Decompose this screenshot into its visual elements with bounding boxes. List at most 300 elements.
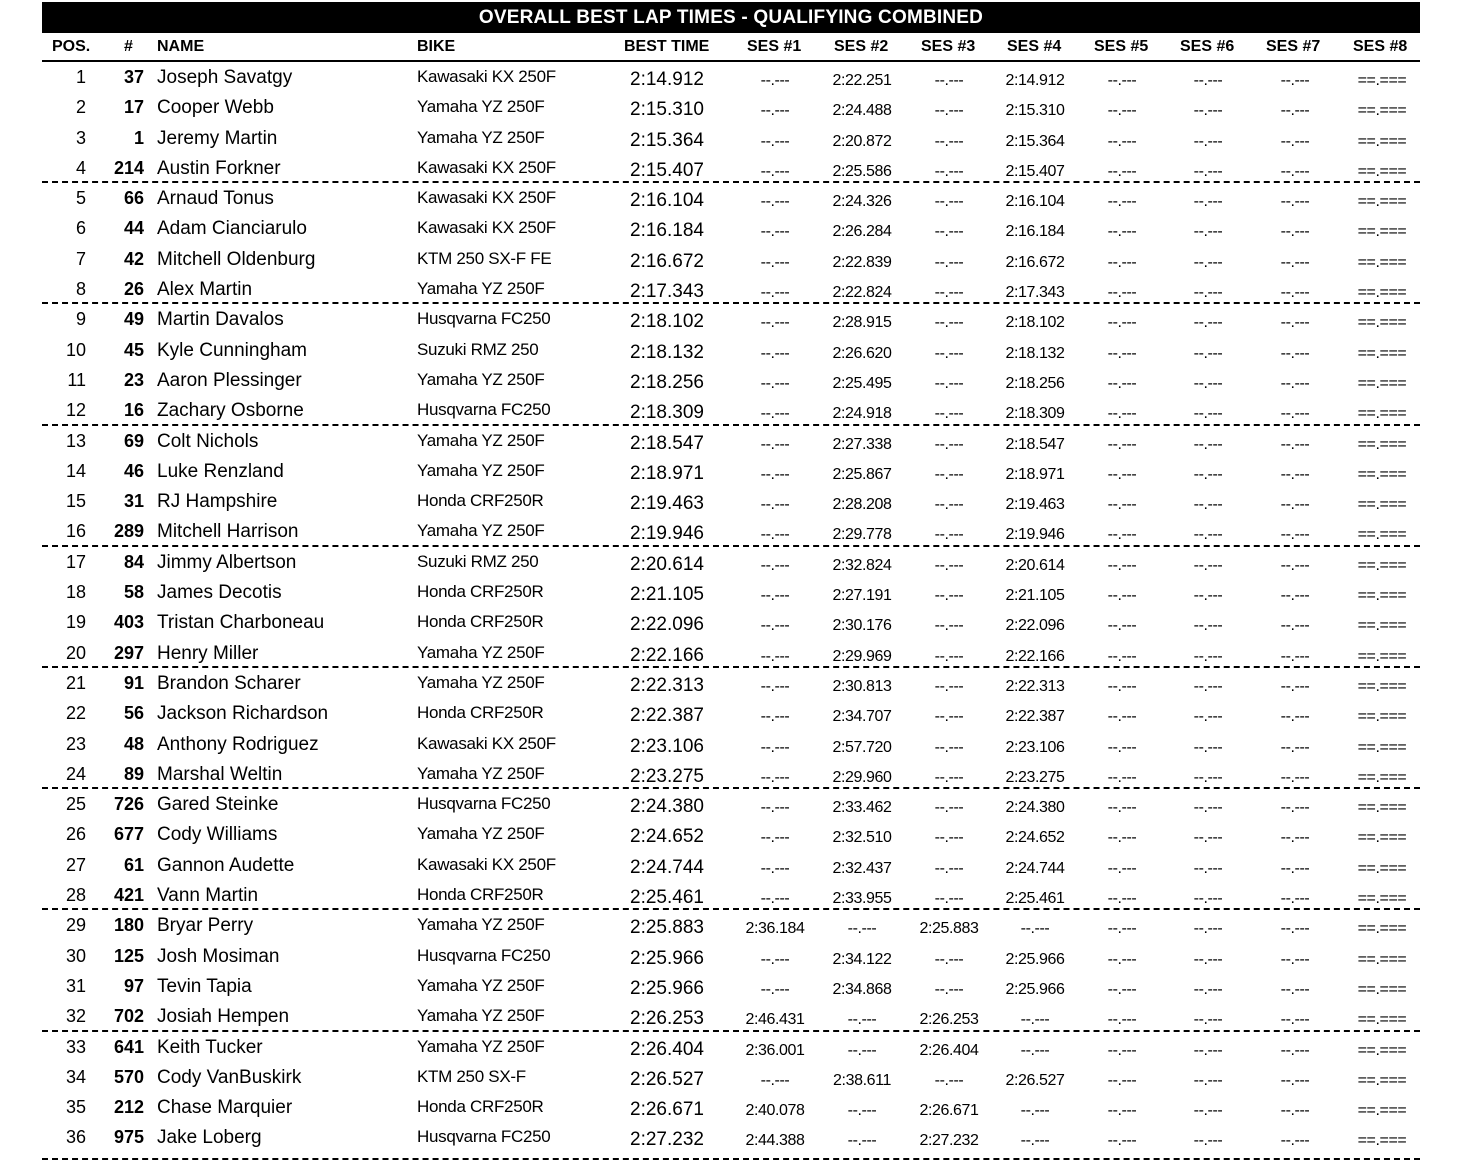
bike-model: Yamaha YZ 250F [417, 279, 545, 299]
session-7-time: --.--- [1280, 738, 1310, 756]
best-time: 2:16.104 [630, 190, 704, 212]
session-2-time: 2:26.620 [832, 344, 892, 362]
session-3-time: --.--- [934, 980, 964, 998]
session-1-time: --.--- [760, 162, 790, 180]
session-8-time: ==.=== [1357, 374, 1407, 392]
session-2-time: 2:33.462 [832, 799, 892, 817]
rider-number: 66 [123, 188, 144, 209]
session-8-time: ==.=== [1357, 102, 1407, 120]
row-position: 21 [65, 672, 86, 693]
rider-number: 58 [123, 582, 144, 603]
session-1-time: --.--- [760, 465, 790, 483]
session-1-time: 2:46.431 [745, 1011, 805, 1029]
session-7-time: --.--- [1280, 950, 1310, 968]
bike-model: Yamaha YZ 250F [417, 521, 545, 541]
best-time: 2:25.966 [630, 977, 704, 999]
session-6-time: --.--- [1193, 859, 1223, 877]
rider-number: 1 [133, 127, 144, 148]
session-5-time: --.--- [1107, 890, 1137, 908]
best-time: 2:24.652 [630, 826, 704, 848]
session-6-time: --.--- [1193, 102, 1223, 120]
table-row [42, 62, 1420, 92]
session-6-time: --.--- [1193, 708, 1223, 726]
session-4-time: --.--- [1020, 1041, 1050, 1059]
bike-model: Suzuki RMZ 250 [417, 339, 539, 359]
rider-number: 23 [123, 369, 144, 390]
bike-model: Husqvarna FC250 [417, 794, 551, 814]
header-bike: BIKE [417, 38, 456, 55]
row-position: 32 [65, 1006, 86, 1027]
session-6-time: --.--- [1193, 435, 1223, 453]
session-6-time: --.--- [1193, 253, 1223, 271]
header-ses-7: SES #7 [1266, 38, 1321, 55]
bike-model: Yamaha YZ 250F [417, 460, 545, 480]
table-row [42, 213, 1420, 243]
rider-number: 91 [123, 672, 144, 693]
rider-name: Luke Renzland [157, 460, 284, 482]
session-5-time: --.--- [1107, 859, 1137, 877]
session-3-time: --.--- [934, 859, 964, 877]
best-time: 2:18.309 [630, 402, 704, 424]
session-5-time: --.--- [1107, 193, 1137, 211]
best-time: 2:23.275 [630, 765, 704, 787]
table-row [42, 668, 1420, 698]
rider-number: 677 [113, 824, 144, 845]
row-position: 29 [65, 915, 86, 936]
row-position: 8 [75, 279, 86, 300]
rider-number: 49 [123, 309, 144, 330]
session-2-time: 2:38.611 [833, 1071, 891, 1089]
best-time: 2:15.310 [630, 99, 704, 121]
session-3-time: 2:27.232 [919, 1132, 979, 1150]
session-6-time: --.--- [1193, 284, 1223, 302]
session-3-time: --.--- [934, 162, 964, 180]
session-3-time: --.--- [934, 829, 964, 847]
bike-model: Husqvarna FC250 [417, 945, 551, 965]
rider-name: Zachary Osborne [157, 400, 304, 422]
session-4-time: 2:18.309 [1005, 405, 1065, 423]
rider-name: Adam Cianciarulo [157, 218, 307, 240]
rider-name: Mitchell Harrison [157, 521, 299, 543]
session-8-time: ==.=== [1357, 496, 1407, 514]
session-3-time: --.--- [934, 102, 964, 120]
session-3-time: --.--- [934, 405, 964, 423]
session-5-time: --.--- [1107, 314, 1137, 332]
session-4-time: 2:19.463 [1005, 496, 1065, 514]
session-4-time: 2:16.104 [1005, 193, 1065, 211]
session-3-time: --.--- [934, 617, 964, 635]
row-position: 2 [75, 97, 86, 118]
header-ses-2: SES #2 [834, 38, 889, 55]
bike-model: KTM 250 SX-F FE [417, 248, 552, 268]
results-sheet [42, 2, 1420, 1153]
session-7-time: --.--- [1280, 617, 1310, 635]
session-3-time: 2:26.671 [919, 1102, 979, 1120]
session-8-time: ==.=== [1357, 768, 1407, 786]
session-3-time: --.--- [934, 1071, 964, 1089]
best-time: 2:20.614 [630, 553, 704, 575]
row-position: 17 [65, 551, 86, 572]
session-8-time: ==.=== [1357, 647, 1407, 665]
table-row [42, 426, 1420, 456]
best-time: 2:25.461 [630, 887, 704, 909]
session-1-time: --.--- [760, 223, 790, 241]
session-4-time: --.--- [1020, 1132, 1050, 1150]
bike-model: Yamaha YZ 250F [417, 430, 545, 450]
rider-number: 297 [113, 642, 144, 663]
session-2-time: 2:29.778 [832, 526, 892, 544]
rider-name: Martin Davalos [157, 309, 284, 331]
session-1-time: --.--- [760, 617, 790, 635]
session-4-time: 2:18.547 [1005, 435, 1065, 453]
session-8-time: ==.=== [1357, 132, 1407, 150]
rider-name: Vann Martin [157, 885, 259, 907]
session-4-time: 2:25.966 [1005, 950, 1065, 968]
row-position: 31 [65, 975, 86, 996]
session-8-time: ==.=== [1357, 526, 1407, 544]
session-2-time: --.--- [847, 920, 877, 938]
session-8-time: ==.=== [1357, 223, 1407, 241]
session-1-time: --.--- [760, 193, 790, 211]
session-7-time: --.--- [1280, 223, 1310, 241]
session-1-time: --.--- [760, 708, 790, 726]
row-position: 24 [65, 763, 86, 784]
rider-name: Austin Forkner [157, 157, 281, 179]
session-5-time: --.--- [1107, 799, 1137, 817]
session-4-time: 2:24.744 [1005, 859, 1065, 877]
table-row [42, 92, 1420, 122]
best-time: 2:16.672 [630, 250, 704, 272]
session-2-time: 2:27.338 [832, 435, 892, 453]
session-6-time: --.--- [1193, 647, 1223, 665]
bike-model: Yamaha YZ 250F [417, 672, 545, 692]
session-3-time: 2:25.883 [919, 920, 979, 938]
session-1-time: --.--- [760, 284, 790, 302]
session-3-time: --.--- [934, 647, 964, 665]
bike-model: Yamaha YZ 250F [417, 642, 545, 662]
best-time: 2:21.105 [630, 584, 704, 606]
session-5-time: --.--- [1107, 920, 1137, 938]
session-4-time: 2:26.527 [1005, 1071, 1065, 1089]
session-6-time: --.--- [1193, 829, 1223, 847]
row-position: 13 [65, 430, 86, 451]
rider-name: Cody Williams [157, 824, 278, 846]
session-4-time: 2:21.105 [1005, 587, 1065, 605]
session-7-time: --.--- [1280, 102, 1310, 120]
rider-number: 89 [123, 763, 144, 784]
session-6-time: --.--- [1193, 677, 1223, 695]
bike-model: Honda CRF250R [417, 885, 544, 905]
session-7-time: --.--- [1280, 920, 1310, 938]
bike-model: Honda CRF250R [417, 703, 544, 723]
session-7-time: --.--- [1280, 556, 1310, 574]
bike-model: Suzuki RMZ 250 [417, 551, 539, 571]
session-7-time: --.--- [1280, 465, 1310, 483]
session-6-time: --.--- [1193, 132, 1223, 150]
rider-name: Jake Loberg [157, 1127, 262, 1149]
rider-name: Keith Tucker [157, 1036, 263, 1058]
session-1-time: 2:40.078 [745, 1102, 805, 1120]
rider-name: Henry Miller [157, 642, 259, 664]
rider-name: Alex Martin [157, 279, 253, 301]
bike-model: Husqvarna FC250 [417, 1127, 551, 1147]
session-3-time: --.--- [934, 132, 964, 150]
rider-name: Colt Nichols [157, 430, 259, 452]
session-8-time: ==.=== [1357, 708, 1407, 726]
bike-model: Kawasaki KX 250F [417, 854, 556, 874]
session-2-time: --.--- [847, 1102, 877, 1120]
table-row [42, 638, 1420, 668]
bike-model: Yamaha YZ 250F [417, 369, 545, 389]
session-5-time: --.--- [1107, 829, 1137, 847]
session-8-time: ==.=== [1357, 950, 1407, 968]
session-1-time: --.--- [760, 859, 790, 877]
best-time: 2:26.404 [630, 1038, 704, 1060]
best-time: 2:17.343 [630, 281, 704, 303]
session-6-time: --.--- [1193, 980, 1223, 998]
rider-number: 975 [113, 1127, 144, 1148]
session-3-time: --.--- [934, 587, 964, 605]
session-5-time: --.--- [1107, 435, 1137, 453]
row-position: 4 [75, 157, 86, 178]
best-time: 2:18.547 [630, 432, 704, 454]
session-4-time: 2:18.102 [1005, 314, 1065, 332]
best-time: 2:27.232 [630, 1129, 704, 1151]
row-position: 1 [75, 67, 86, 87]
rider-number: 16 [123, 400, 144, 421]
session-7-time: --.--- [1280, 193, 1310, 211]
row-position: 23 [65, 733, 86, 754]
session-8-time: ==.=== [1357, 556, 1407, 574]
rider-number: 97 [123, 975, 144, 996]
best-time: 2:26.527 [630, 1068, 704, 1090]
session-4-time: 2:18.132 [1005, 344, 1065, 362]
session-2-time: 2:33.955 [832, 890, 892, 908]
session-4-time: 2:25.966 [1005, 980, 1065, 998]
session-5-time: --.--- [1107, 102, 1137, 120]
session-5-time: --.--- [1107, 526, 1137, 544]
rider-number: 56 [123, 703, 144, 724]
rider-number: 641 [113, 1036, 144, 1057]
session-1-time: --.--- [760, 314, 790, 332]
session-8-time: ==.=== [1357, 253, 1407, 271]
table-row [42, 759, 1420, 789]
best-time: 2:24.380 [630, 796, 704, 818]
session-4-time: 2:18.971 [1005, 465, 1065, 483]
session-8-time: ==.=== [1357, 1132, 1407, 1150]
best-time: 2:25.883 [630, 917, 704, 939]
bike-model: Honda CRF250R [417, 582, 544, 602]
rider-name: Jimmy Albertson [157, 551, 297, 573]
session-7-time: --.--- [1280, 344, 1310, 362]
table-row [42, 486, 1420, 516]
table-row [42, 335, 1420, 365]
session-4-time: 2:23.275 [1005, 768, 1065, 786]
session-3-time: --.--- [934, 374, 964, 392]
row-position: 36 [65, 1127, 86, 1148]
session-2-time: 2:22.839 [832, 253, 892, 271]
session-6-time: --.--- [1193, 162, 1223, 180]
header-number: # [124, 38, 133, 55]
session-7-time: --.--- [1280, 859, 1310, 877]
session-5-time: --.--- [1107, 465, 1137, 483]
session-4-time: 2:23.106 [1005, 738, 1065, 756]
session-7-time: --.--- [1280, 768, 1310, 786]
session-2-time: 2:25.586 [832, 162, 892, 180]
rider-number: 421 [113, 885, 144, 906]
rider-number: 180 [113, 915, 144, 936]
row-position: 7 [75, 248, 86, 269]
session-7-time: --.--- [1280, 980, 1310, 998]
session-6-time: --.--- [1193, 556, 1223, 574]
session-1-time: --.--- [760, 496, 790, 514]
session-8-time: ==.=== [1357, 465, 1407, 483]
bike-model: Yamaha YZ 250F [417, 97, 545, 117]
session-3-time: --.--- [934, 677, 964, 695]
best-time: 2:19.463 [630, 493, 704, 515]
session-8-time: ==.=== [1357, 587, 1407, 605]
rider-number: 17 [123, 97, 144, 118]
header-pos: POS. [52, 38, 91, 55]
session-2-time: 2:24.326 [832, 193, 892, 211]
session-7-time: --.--- [1280, 647, 1310, 665]
session-7-time: --.--- [1280, 314, 1310, 332]
session-3-time: --.--- [934, 526, 964, 544]
session-3-time: --.--- [934, 284, 964, 302]
row-position: 28 [65, 885, 86, 906]
session-2-time: 2:30.813 [832, 677, 892, 695]
session-8-time: ==.=== [1357, 72, 1407, 89]
session-5-time: --.--- [1107, 556, 1137, 574]
session-1-time: --.--- [760, 799, 790, 817]
session-1-time: --.--- [760, 647, 790, 665]
bike-model: Honda CRF250R [417, 612, 544, 632]
session-1-time: --.--- [760, 344, 790, 362]
rider-name: Chase Marquier [157, 1097, 293, 1119]
table-row [42, 880, 1420, 910]
session-6-time: --.--- [1193, 344, 1223, 362]
session-7-time: --.--- [1280, 405, 1310, 423]
session-2-time: 2:28.208 [832, 496, 892, 514]
table-row [42, 729, 1420, 759]
session-8-time: ==.=== [1357, 799, 1407, 817]
session-5-time: --.--- [1107, 1102, 1137, 1120]
bike-model: KTM 250 SX-F [417, 1066, 526, 1086]
session-5-time: --.--- [1107, 1071, 1137, 1089]
session-5-time: --.--- [1107, 1132, 1137, 1150]
bottom-divider [42, 1158, 1420, 1160]
rider-name: Cody VanBuskirk [157, 1066, 302, 1088]
rider-number: 31 [123, 491, 144, 512]
session-5-time: --.--- [1107, 980, 1137, 998]
session-6-time: --.--- [1193, 1071, 1223, 1089]
rider-number: 125 [113, 945, 144, 966]
session-8-time: ==.=== [1357, 859, 1407, 877]
session-1-time: --.--- [760, 890, 790, 908]
session-6-time: --.--- [1193, 738, 1223, 756]
session-2-time: 2:30.176 [832, 617, 892, 635]
best-time: 2:18.102 [630, 311, 704, 333]
session-6-time: --.--- [1193, 768, 1223, 786]
session-3-time: --.--- [934, 799, 964, 817]
table-row [42, 516, 1420, 546]
session-2-time: 2:27.191 [832, 587, 892, 605]
rider-number: 726 [113, 794, 144, 815]
session-8-time: ==.=== [1357, 1041, 1407, 1059]
session-1-time: --.--- [760, 72, 790, 89]
session-7-time: --.--- [1280, 677, 1310, 695]
session-8-time: ==.=== [1357, 344, 1407, 362]
session-8-time: ==.=== [1357, 314, 1407, 332]
session-2-time: 2:29.969 [832, 647, 892, 665]
session-5-time: --.--- [1107, 708, 1137, 726]
session-3-time: --.--- [934, 890, 964, 908]
session-8-time: ==.=== [1357, 980, 1407, 998]
table-row [42, 607, 1420, 637]
rider-number: 37 [123, 67, 144, 87]
session-4-time: 2:22.387 [1005, 708, 1065, 726]
session-1-time: --.--- [760, 526, 790, 544]
rider-name: Tevin Tapia [157, 975, 252, 997]
session-3-time: --.--- [934, 556, 964, 574]
session-7-time: --.--- [1280, 284, 1310, 302]
session-4-time: 2:16.184 [1005, 223, 1065, 241]
session-4-time: 2:19.946 [1005, 526, 1065, 544]
rider-number: 403 [113, 612, 144, 633]
session-2-time: --.--- [847, 1011, 877, 1029]
row-position: 30 [65, 945, 86, 966]
row-position: 34 [65, 1066, 86, 1087]
best-time: 2:18.971 [630, 462, 704, 484]
session-2-time: 2:34.868 [832, 980, 892, 998]
session-5-time: --.--- [1107, 950, 1137, 968]
header-ses-4: SES #4 [1007, 38, 1062, 55]
row-position: 18 [65, 582, 86, 603]
best-time: 2:14.912 [630, 69, 704, 90]
session-8-time: ==.=== [1357, 920, 1407, 938]
rider-name: Jackson Richardson [157, 703, 329, 725]
row-position: 27 [65, 854, 86, 875]
bike-model: Kawasaki KX 250F [417, 67, 556, 86]
table-row [42, 1122, 1420, 1152]
session-4-time: 2:16.672 [1005, 253, 1065, 271]
rider-name: Joseph Savatgy [157, 67, 293, 88]
row-position: 5 [75, 188, 86, 209]
session-7-time: --.--- [1280, 708, 1310, 726]
session-4-time: --.--- [1020, 1011, 1050, 1029]
rider-name: Gannon Audette [157, 854, 295, 876]
session-3-time: --.--- [934, 435, 964, 453]
session-8-time: ==.=== [1357, 1071, 1407, 1089]
rider-number: 212 [113, 1097, 144, 1118]
header-ses-3: SES #3 [921, 38, 976, 55]
bike-model: Kawasaki KX 250F [417, 733, 556, 753]
session-2-time: 2:34.122 [832, 950, 892, 968]
session-7-time: --.--- [1280, 890, 1310, 908]
best-time: 2:26.671 [630, 1099, 704, 1121]
session-5-time: --.--- [1107, 738, 1137, 756]
session-6-time: --.--- [1193, 72, 1223, 89]
best-time: 2:15.407 [630, 159, 704, 181]
session-2-time: 2:22.251 [832, 72, 892, 89]
bike-model: Kawasaki KX 250F [417, 157, 556, 177]
session-3-time: --.--- [934, 223, 964, 241]
session-7-time: --.--- [1280, 374, 1310, 392]
session-3-time: --.--- [934, 314, 964, 332]
session-8-time: ==.=== [1357, 1102, 1407, 1120]
best-time: 2:18.256 [630, 371, 704, 393]
session-6-time: --.--- [1193, 465, 1223, 483]
